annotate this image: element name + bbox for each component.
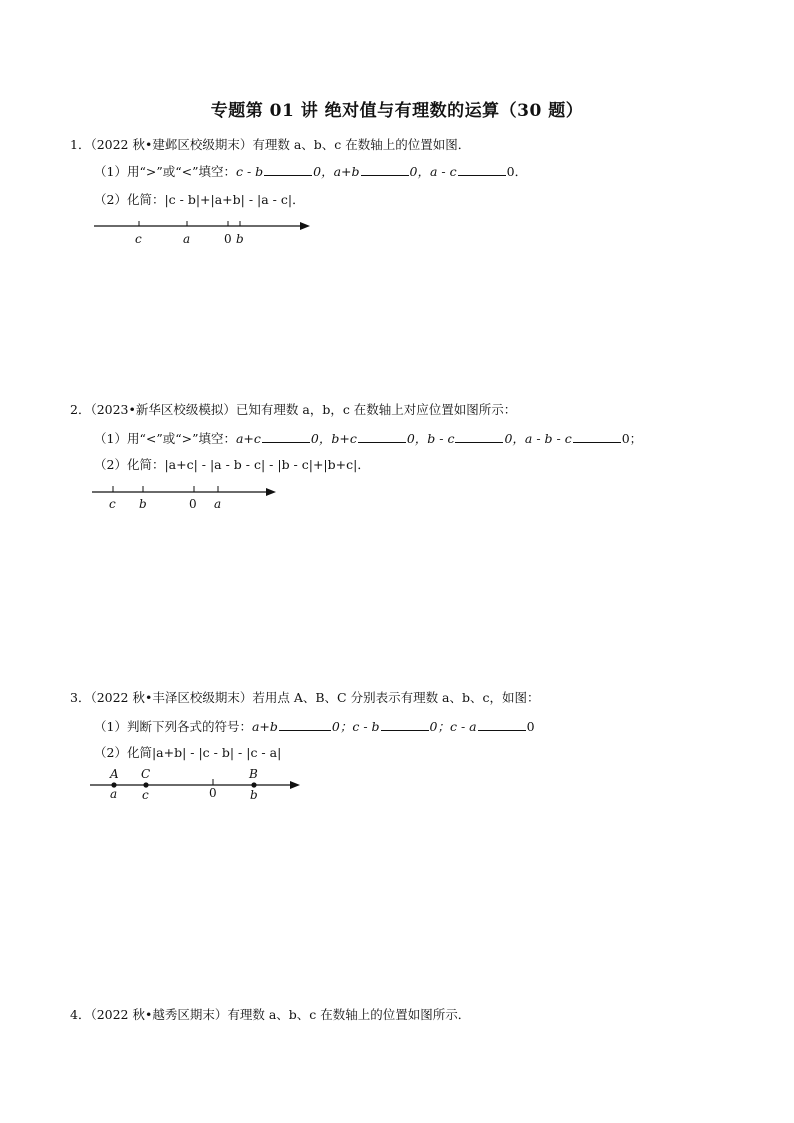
q3-part1-prefix: （1）判断下列各式的符号：: [94, 719, 252, 734]
q3-blank-3[interactable]: [478, 718, 526, 731]
q2-blank-4[interactable]: [573, 430, 621, 443]
q3-blank-2[interactable]: [381, 718, 429, 731]
question-2-part-2: （2）化简：|a+c| - |a - b - c| - |b - c|+|b+c|．: [94, 457, 370, 472]
q2-item-3: 0，b - c: [406, 431, 455, 446]
q3-point-b: [251, 782, 256, 787]
q3-item-4: 0: [526, 719, 535, 734]
question-2-header: 2．（2023•新华区校级模拟）已知有理数 a，b，c 在数轴上对应位置如图所示：: [70, 402, 517, 417]
q2-blank-2[interactable]: [358, 430, 406, 443]
q3-arrow-icon: [290, 781, 300, 789]
q2-blank-3[interactable]: [455, 430, 503, 443]
q2-arrow-icon: [266, 488, 276, 496]
q1-label-0: 0: [224, 232, 232, 246]
q1-number-line: [90, 216, 320, 252]
q1-blank-1[interactable]: [264, 163, 312, 176]
q2-number-line: [88, 482, 288, 516]
q1-item-3: 0，a - c: [409, 164, 457, 179]
q3-upper-label-c: C: [141, 767, 151, 781]
question-1-header: 1．（2022 秋•建邺区校级期末）有理数 a、b、c 在数轴上的位置如图．: [70, 137, 471, 152]
q1-blank-3[interactable]: [458, 163, 506, 176]
q1-label-c: c: [135, 232, 142, 246]
q2-label-0: 0: [189, 497, 197, 511]
q2-label-c: c: [109, 497, 116, 511]
q2-item-4: 0，a - b - c: [504, 431, 572, 446]
q1-label-a: a: [183, 232, 191, 246]
q1-arrow-icon: [300, 222, 310, 230]
question-1-part-2: （2）化简：|c - b|+|a+b| - |a - c|．: [94, 192, 305, 207]
q3-item-2: 0；c - b: [331, 719, 380, 734]
question-3-part-2: （2）化简|a+b| - |c - b| - |c - a|: [94, 745, 282, 760]
q1-item-1: c - b: [235, 164, 264, 179]
q3-lower-label-b: b: [250, 788, 258, 802]
q3-lower-label-c: c: [142, 788, 149, 802]
q1-blank-2[interactable]: [361, 163, 409, 176]
q3-number-line: [88, 766, 310, 806]
q3-item-1: a+b: [251, 719, 278, 734]
q2-part1-prefix: （1）用“<”或“>”填空：: [94, 431, 236, 446]
q3-label-0: 0: [209, 786, 217, 800]
q3-point-c: [143, 782, 148, 787]
question-2-part-1: [94, 430, 642, 447]
q3-upper-label-a: A: [110, 767, 119, 781]
q1-part1-prefix: （1）用“>”或“<”填空：: [94, 164, 236, 179]
q2-item-5: 0；: [621, 431, 643, 446]
q3-upper-label-b: B: [249, 767, 258, 781]
q2-label-a: a: [214, 497, 222, 511]
q1-label-b: b: [236, 232, 244, 246]
question-4-header: 4．（2022 秋•越秀区期末）有理数 a、b、c 在数轴上的位置如图所示．: [70, 1007, 471, 1022]
question-1-part-1: [94, 163, 527, 180]
question-3-part-1: [94, 718, 535, 735]
q2-blank-1[interactable]: [262, 430, 310, 443]
q2-item-1: a+c: [235, 431, 261, 446]
q3-item-3: 0；c - a: [429, 719, 477, 734]
q3-blank-1[interactable]: [279, 718, 331, 731]
q1-item-2: 0，a+b: [313, 164, 360, 179]
q1-item-4: 0．: [506, 164, 528, 179]
question-3-header: 3．（2022 秋•丰泽区校级期末）若用点 A、B、C 分别表示有理数 a、b、c，如图：: [70, 690, 540, 705]
q2-label-b: b: [139, 497, 147, 511]
page-title: 专题第 01 讲 绝对值与有理数的运算（30 题）: [210, 101, 584, 121]
q2-item-2: 0，b+c: [310, 431, 357, 446]
q3-lower-label-a: a: [110, 787, 118, 801]
